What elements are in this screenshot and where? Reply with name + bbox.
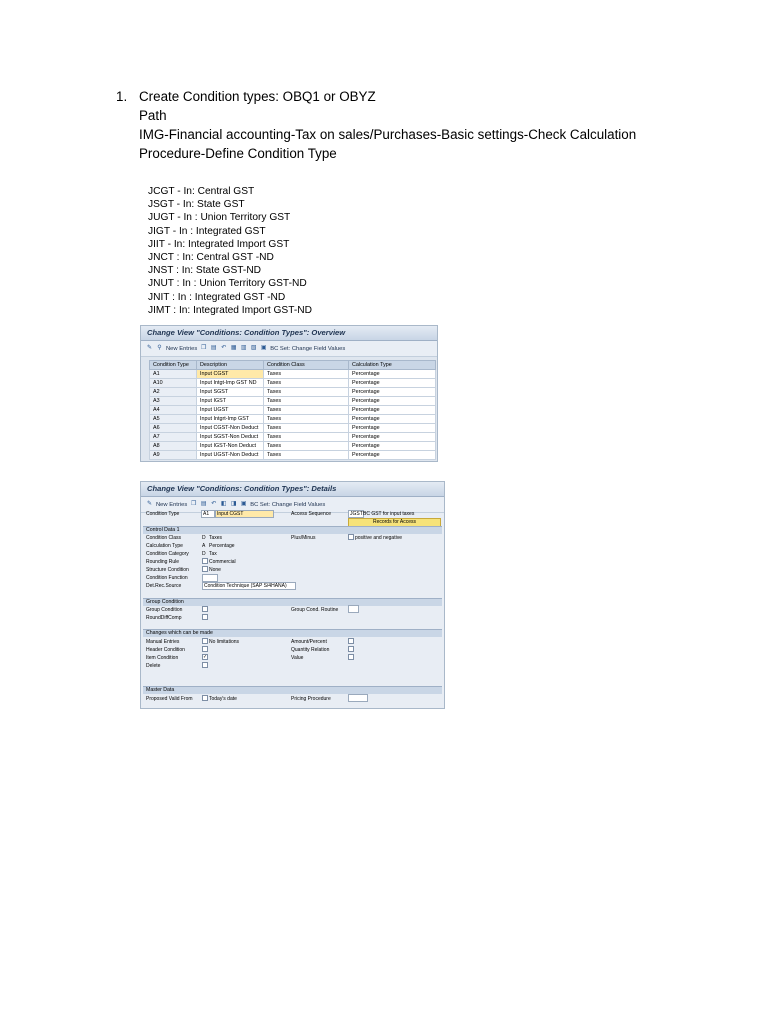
condition-code-line: JNUT : In : Union Territory GST-ND — [148, 278, 307, 290]
cell-condition-type[interactable]: A1 — [150, 370, 197, 379]
cell-condition-type[interactable]: A7 — [150, 433, 197, 442]
cell-description[interactable]: Input Intgrt-Imp GST — [197, 415, 264, 424]
cell-condition-class[interactable]: Taxes — [264, 370, 349, 379]
value-checkbox[interactable] — [348, 654, 354, 660]
previous-entry-icon[interactable]: ◧ — [220, 501, 227, 507]
proposed-valid-from-field[interactable] — [202, 695, 208, 701]
structure-condition-value: None — [209, 567, 221, 573]
condition-code-line: JUGT - In : Union Territory GST — [148, 212, 291, 224]
cell-condition-class[interactable]: Taxes — [264, 415, 349, 424]
table-row[interactable] — [150, 442, 436, 451]
condition-code-line: JSGT - In: State GST — [148, 199, 245, 211]
pricing-procedure-field[interactable] — [348, 694, 368, 702]
path-line-1: IMG-Financial accounting-Tax on sales/Purchases-Basic settings-Check Calculation — [139, 127, 637, 142]
calculation-type-value: Percentage — [209, 543, 235, 549]
undo-icon[interactable]: ↶ — [211, 501, 217, 507]
cell-description[interactable]: Input CGST-Non Deduct — [197, 424, 264, 433]
control-data-section: Control Data 1 — [143, 526, 442, 534]
column-header[interactable]: Condition Type — [150, 361, 197, 370]
list-number: 1. — [116, 89, 128, 104]
cell-condition-class[interactable]: Taxes — [264, 442, 349, 451]
cell-calculation-type[interactable]: Percentage — [349, 415, 436, 424]
table-row[interactable] — [150, 379, 436, 388]
select-block-icon[interactable]: ▥ — [240, 345, 247, 351]
condition-category-label: Condition Category — [146, 551, 189, 557]
condition-code-line: JIMT : In: Integrated Import GST-ND — [148, 304, 312, 316]
condition-type-label: Condition Type — [146, 511, 180, 517]
display-change-icon[interactable]: ✎ — [146, 501, 153, 507]
group-cond-routine-field[interactable] — [348, 605, 359, 613]
group-condition-section: Group Condition — [143, 598, 442, 606]
round-diff-comp-label: RoundDiffComp — [146, 615, 182, 621]
condition-code-line: JNCT : In: Central GST -ND — [148, 252, 274, 264]
cell-description[interactable]: Input UGST — [197, 406, 264, 415]
det-rec-source-label: Det.Rec.Source — [146, 583, 182, 589]
condition-class-value: Taxes — [209, 535, 223, 541]
cell-condition-type[interactable]: A9 — [150, 451, 197, 460]
item-condition-checkbox[interactable]: ✓ — [203, 654, 208, 660]
structure-condition-label: Structure Condition — [146, 567, 189, 573]
table-row[interactable] — [150, 451, 436, 460]
round-diff-comp-checkbox[interactable] — [202, 614, 208, 620]
cell-condition-type[interactable]: A2 — [150, 388, 197, 397]
cell-calculation-type[interactable]: Percentage — [349, 442, 436, 451]
delete-checkbox[interactable] — [202, 662, 208, 668]
list-heading: Create Condition types: OBQ1 or OBYZ — [139, 89, 376, 104]
cell-condition-type[interactable]: A6 — [150, 424, 197, 433]
group-cond-routine-label: Group Cond. Routine — [291, 607, 339, 613]
condition-codes-list — [148, 185, 312, 317]
group-condition-label: Group Condition — [146, 607, 183, 613]
manual-entries-label: Manual Entries — [146, 639, 180, 645]
cell-condition-type[interactable]: A3 — [150, 397, 197, 406]
det-rec-source-dropdown[interactable]: Condition Technique (SAP S/4HANA) — [202, 582, 296, 590]
cell-condition-class[interactable]: Taxes — [264, 406, 349, 415]
cell-calculation-type[interactable]: Percentage — [349, 370, 436, 379]
table-row[interactable] — [150, 433, 436, 442]
condition-class-label: Condition Class — [146, 535, 182, 541]
cell-calculation-type[interactable]: Percentage — [349, 451, 436, 460]
table-row[interactable] — [150, 388, 436, 397]
new-entries-button[interactable]: New Entries — [156, 501, 188, 508]
bc-set-button[interactable]: BC Set: Change Field Values — [250, 501, 326, 508]
bc-set-button[interactable]: BC Set: Change Field Values — [270, 345, 346, 352]
cell-condition-type[interactable]: A10 — [150, 379, 197, 388]
cell-description[interactable]: Input CGST — [197, 370, 264, 379]
condition-code-line: JIGT - In : Integrated GST — [148, 225, 266, 237]
condition-code-line: JCGT - In: Central GST — [148, 186, 255, 197]
header-condition-checkbox[interactable] — [202, 646, 208, 652]
table-row[interactable] — [150, 406, 436, 415]
cell-description[interactable]: Input IGST-Non Deduct — [197, 442, 264, 451]
plus-minus-label: Plus/Minus — [291, 535, 316, 541]
cell-condition-class[interactable]: Taxes — [264, 397, 349, 406]
column-header[interactable]: Calculation Type — [349, 361, 436, 370]
details-screenshot — [140, 481, 445, 709]
cell-calculation-type[interactable]: Percentage — [349, 406, 436, 415]
amount-percent-checkbox[interactable] — [348, 638, 354, 644]
select-all-icon[interactable]: ▦ — [230, 345, 237, 351]
condition-function-label: Condition Function — [146, 575, 188, 581]
delete-icon[interactable]: ▤ — [200, 501, 207, 507]
list-item-body — [139, 87, 659, 163]
path-label: Path — [139, 108, 167, 123]
condition-code-line: JNIT : In : Integrated GST -ND — [148, 291, 286, 303]
path-line-2: Procedure-Define Condition Type — [139, 146, 337, 161]
cell-calculation-type[interactable]: Percentage — [349, 379, 436, 388]
amount-percent-label: Amount/Percent — [291, 639, 327, 645]
condition-function-field[interactable] — [202, 574, 218, 582]
table-row[interactable] — [150, 424, 436, 433]
pricing-procedure-label: Pricing Procedure — [291, 696, 331, 702]
cell-condition-class[interactable]: Taxes — [264, 379, 349, 388]
rounding-rule-field[interactable] — [202, 558, 208, 564]
calculation-type-label: Calculation Type — [146, 543, 183, 549]
deselect-icon[interactable]: ▧ — [250, 345, 257, 351]
access-sequence-description: BC GST for input taxes — [363, 511, 415, 517]
cell-description[interactable]: Input Intgt-Imp GST ND — [197, 379, 264, 388]
cell-description[interactable]: Input UGST-Non Deduct — [197, 451, 264, 460]
manual-entries-value: No limitations — [209, 639, 240, 645]
rounding-rule-label: Rounding Rule — [146, 559, 180, 565]
master-data-section: Master Data — [143, 686, 442, 694]
condition-class-code[interactable]: D — [202, 535, 206, 541]
bc-set-icon[interactable]: ▣ — [240, 501, 247, 507]
delete-label: Delete — [146, 663, 161, 669]
cell-condition-type[interactable]: A4 — [150, 406, 197, 415]
table-header-row — [150, 361, 436, 370]
cell-calculation-type[interactable]: Percentage — [349, 397, 436, 406]
copy-icon[interactable]: ❐ — [201, 345, 207, 351]
overview-toolbar — [141, 341, 437, 357]
overview-title: Change View "Conditions: Condition Types": Overview — [141, 326, 437, 341]
details-title: Change View "Conditions: Condition Types": Details — [141, 482, 444, 497]
overview-screenshot — [140, 325, 438, 462]
cell-calculation-type[interactable]: Percentage — [349, 424, 436, 433]
cell-description[interactable]: Input IGST — [197, 397, 264, 406]
condition-category-code[interactable]: D — [202, 551, 206, 557]
column-header[interactable]: Description — [197, 361, 264, 370]
quantity-relation-label: Quantity Relation — [291, 647, 330, 653]
records-for-access-button[interactable]: Records for Access — [348, 518, 441, 527]
cell-description[interactable]: Input SGST-Non Deduct — [197, 433, 264, 442]
condition-type-field[interactable]: A1 — [201, 510, 215, 518]
bc-set-icon[interactable]: ▣ — [260, 345, 267, 351]
access-sequence-field[interactable]: JGST — [350, 511, 363, 517]
next-entry-icon[interactable]: ◨ — [230, 501, 237, 507]
display-change-icon[interactable]: ✎ — [146, 345, 153, 351]
value-label: Value — [291, 655, 304, 661]
access-sequence-label: Access Sequence — [291, 511, 332, 517]
calculation-type-code[interactable]: A — [202, 543, 206, 549]
proposed-valid-from-value: Today's date — [209, 696, 237, 702]
cell-description[interactable]: Input SGST — [197, 388, 264, 397]
other-view-icon[interactable]: ⚲ — [157, 345, 162, 351]
item-condition-label: Item Condition — [146, 655, 179, 661]
table-row[interactable] — [150, 370, 436, 379]
undo-icon[interactable]: ↶ — [221, 345, 227, 351]
new-entries-button[interactable]: New Entries — [166, 345, 198, 352]
delete-icon[interactable]: ▤ — [210, 345, 217, 351]
manual-entries-field[interactable] — [202, 638, 208, 644]
cell-calculation-type[interactable]: Percentage — [349, 433, 436, 442]
plus-minus-value: positive and negative — [355, 535, 402, 541]
cell-condition-class[interactable]: Taxes — [264, 388, 349, 397]
cell-condition-class[interactable]: Taxes — [264, 424, 349, 433]
cell-condition-type[interactable]: A8 — [150, 442, 197, 451]
table-row[interactable] — [150, 397, 436, 406]
changes-section: Changes which can be made — [143, 629, 442, 637]
cell-condition-class[interactable]: Taxes — [264, 433, 349, 442]
plus-minus-checkbox[interactable] — [348, 534, 354, 540]
rounding-rule-value: Commercial — [209, 559, 236, 565]
condition-code-line: JNST : In: State GST-ND — [148, 265, 262, 277]
condition-category-value: Tax — [209, 551, 217, 557]
proposed-valid-from-label: Proposed Valid From — [146, 696, 193, 702]
condition-type-description-field[interactable]: Input CGST — [215, 510, 274, 518]
cell-condition-type[interactable]: A5 — [150, 415, 197, 424]
column-header[interactable]: Condition Class — [264, 361, 349, 370]
header-condition-label: Header Condition — [146, 647, 185, 653]
cell-condition-class[interactable]: Taxes — [264, 451, 349, 460]
table-row[interactable] — [150, 415, 436, 424]
copy-icon[interactable]: ❐ — [191, 501, 197, 507]
group-condition-checkbox[interactable] — [202, 606, 208, 612]
cell-calculation-type[interactable]: Percentage — [349, 388, 436, 397]
condition-types-table — [149, 360, 436, 460]
structure-condition-field[interactable] — [202, 566, 208, 572]
condition-code-line: JIIT - In: Integrated Import GST — [148, 238, 290, 250]
quantity-relation-checkbox[interactable] — [348, 646, 354, 652]
